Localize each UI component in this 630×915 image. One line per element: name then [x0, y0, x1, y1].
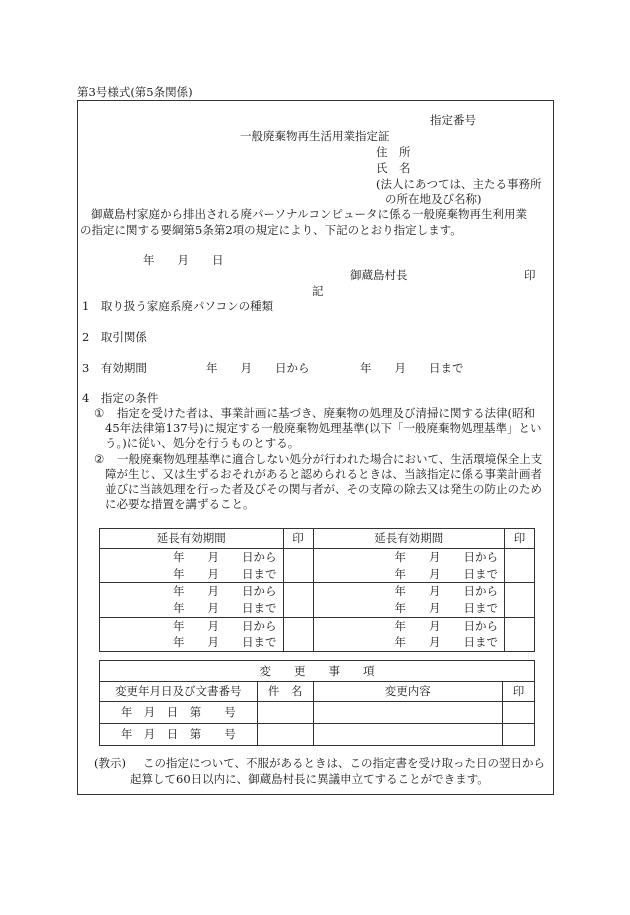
condition-2-line1: 一般廃棄物処理基準に適合しない処分が行われた場合において、生活環境保全上支	[117, 452, 543, 466]
change-row	[100, 702, 535, 724]
change-content-cell[interactable]	[313, 724, 502, 746]
extension-row	[100, 566, 535, 583]
extension-row	[100, 549, 535, 566]
issue-date-line: 年 月 日	[143, 253, 224, 267]
extension-to: 年 月 日まで	[100, 600, 284, 617]
mayor-name: 御蔵島村長	[350, 268, 408, 282]
extension-header-period: 延長有効期間	[313, 529, 505, 549]
item-4: 4 指定の条件	[82, 391, 159, 405]
designation-number-label: 指定番号	[430, 113, 476, 127]
change-subject-cell[interactable]	[257, 724, 313, 746]
name-label: 氏 名	[376, 161, 411, 175]
extension-header-seal: 印	[283, 529, 313, 549]
change-col-seal: 印	[503, 682, 535, 702]
condition-2-line3: 並びに当該処理を行った者及びその関与者が、その支障の除去又は発生の防止のため	[105, 482, 542, 496]
item-2: 2 取引関係	[82, 330, 147, 344]
change-col-subject: 件 名	[257, 682, 313, 702]
extension-seal-cell[interactable]	[505, 617, 535, 651]
item-1: 1 取り扱う家庭系廃パソコンの種類	[82, 299, 274, 313]
form-label: 第3号様式(第5条関係)	[77, 85, 193, 99]
condition-1-mark: ①	[94, 406, 105, 420]
ki-heading: 記	[312, 284, 324, 298]
extension-to: 年 月 日まで	[100, 634, 284, 651]
change-seal-cell[interactable]	[503, 702, 535, 724]
extension-from: 年 月 日から	[100, 549, 284, 566]
extension-table	[99, 528, 535, 652]
condition-2-line4: に必要な措置を講ずること。	[105, 497, 255, 511]
change-table-title: 変 更 事 項	[100, 661, 535, 682]
address-label: 住 所	[376, 145, 411, 159]
item-3-from: 年 月 日から	[206, 361, 310, 375]
change-row	[100, 724, 535, 746]
extension-seal-cell[interactable]	[283, 549, 313, 583]
extension-row	[100, 617, 535, 634]
notice-label: (教示)	[94, 756, 126, 770]
extension-from: 年 月 日から	[313, 583, 505, 600]
change-col-content: 変更内容	[313, 682, 502, 702]
extension-from: 年 月 日から	[313, 617, 505, 634]
condition-1-line3: う。)に従い、処分を行うものとする。	[105, 436, 300, 450]
notice-line1: この指定について、不服があるときは、この指定書を受け取った日の翌日から	[143, 756, 546, 770]
condition-1-line1: 指定を受けた者は、事業計画に基づき、廃棄物の処理及び清掃に関する法律(昭和	[117, 406, 536, 420]
change-subject-cell[interactable]	[257, 702, 313, 724]
extension-header-seal: 印	[505, 529, 535, 549]
extension-seal-cell[interactable]	[505, 549, 535, 583]
change-seal-cell[interactable]	[503, 724, 535, 746]
extension-row	[100, 634, 535, 651]
change-col-date: 変更年月日及び文書番号	[100, 682, 258, 702]
corporate-note-line1: (法人にあつては、主たる事務所	[376, 177, 542, 191]
notice-line2: 起算して60日以内に、御蔵島村長に異議申立てすることができます。	[130, 772, 489, 786]
extension-header-period: 延長有効期間	[100, 529, 284, 549]
item-3-to: 年 月 日まで	[360, 361, 464, 375]
extension-seal-cell[interactable]	[505, 583, 535, 617]
extension-seal-cell[interactable]	[283, 617, 313, 651]
extension-from: 年 月 日から	[100, 617, 284, 634]
item-3-label: 3 有効期間	[82, 361, 147, 375]
condition-2-mark: ②	[94, 452, 105, 466]
extension-to: 年 月 日まで	[313, 566, 505, 583]
change-content-cell[interactable]	[313, 702, 502, 724]
certificate-title: 一般廃棄物再生活用業指定証	[240, 129, 390, 143]
extension-from: 年 月 日から	[313, 549, 505, 566]
condition-1-line2: 45年法律第137号)に規定する一般廃棄物処理基準(以下「一般廃棄物処理基準」とい	[105, 421, 542, 435]
intro-line1: 御蔵島村家庭から排出される廃パーソナルコンピュータに係る一般廃棄物再生利用業	[91, 207, 527, 221]
extension-from: 年 月 日から	[100, 583, 284, 600]
extension-to: 年 月 日まで	[313, 600, 505, 617]
mayor-seal: 印	[524, 268, 536, 282]
extension-row	[100, 583, 535, 600]
change-table	[99, 660, 535, 746]
extension-seal-cell[interactable]	[283, 583, 313, 617]
intro-line2: の指定に関する要綱第5条第2項の規定により、下記のとおり指定します。	[80, 223, 462, 237]
extension-row	[100, 600, 535, 617]
change-date-cell: 年 月 日 第 号	[100, 724, 258, 746]
condition-2-line2: 障が生じ、又は生ずるおそれがあると認められるときは、当該指定に係る事業計画者	[105, 467, 542, 481]
extension-to: 年 月 日まで	[313, 634, 505, 651]
extension-to: 年 月 日まで	[100, 566, 284, 583]
change-date-cell: 年 月 日 第 号	[100, 702, 258, 724]
corporate-note-line2: の所在地及び名称)	[385, 192, 482, 206]
